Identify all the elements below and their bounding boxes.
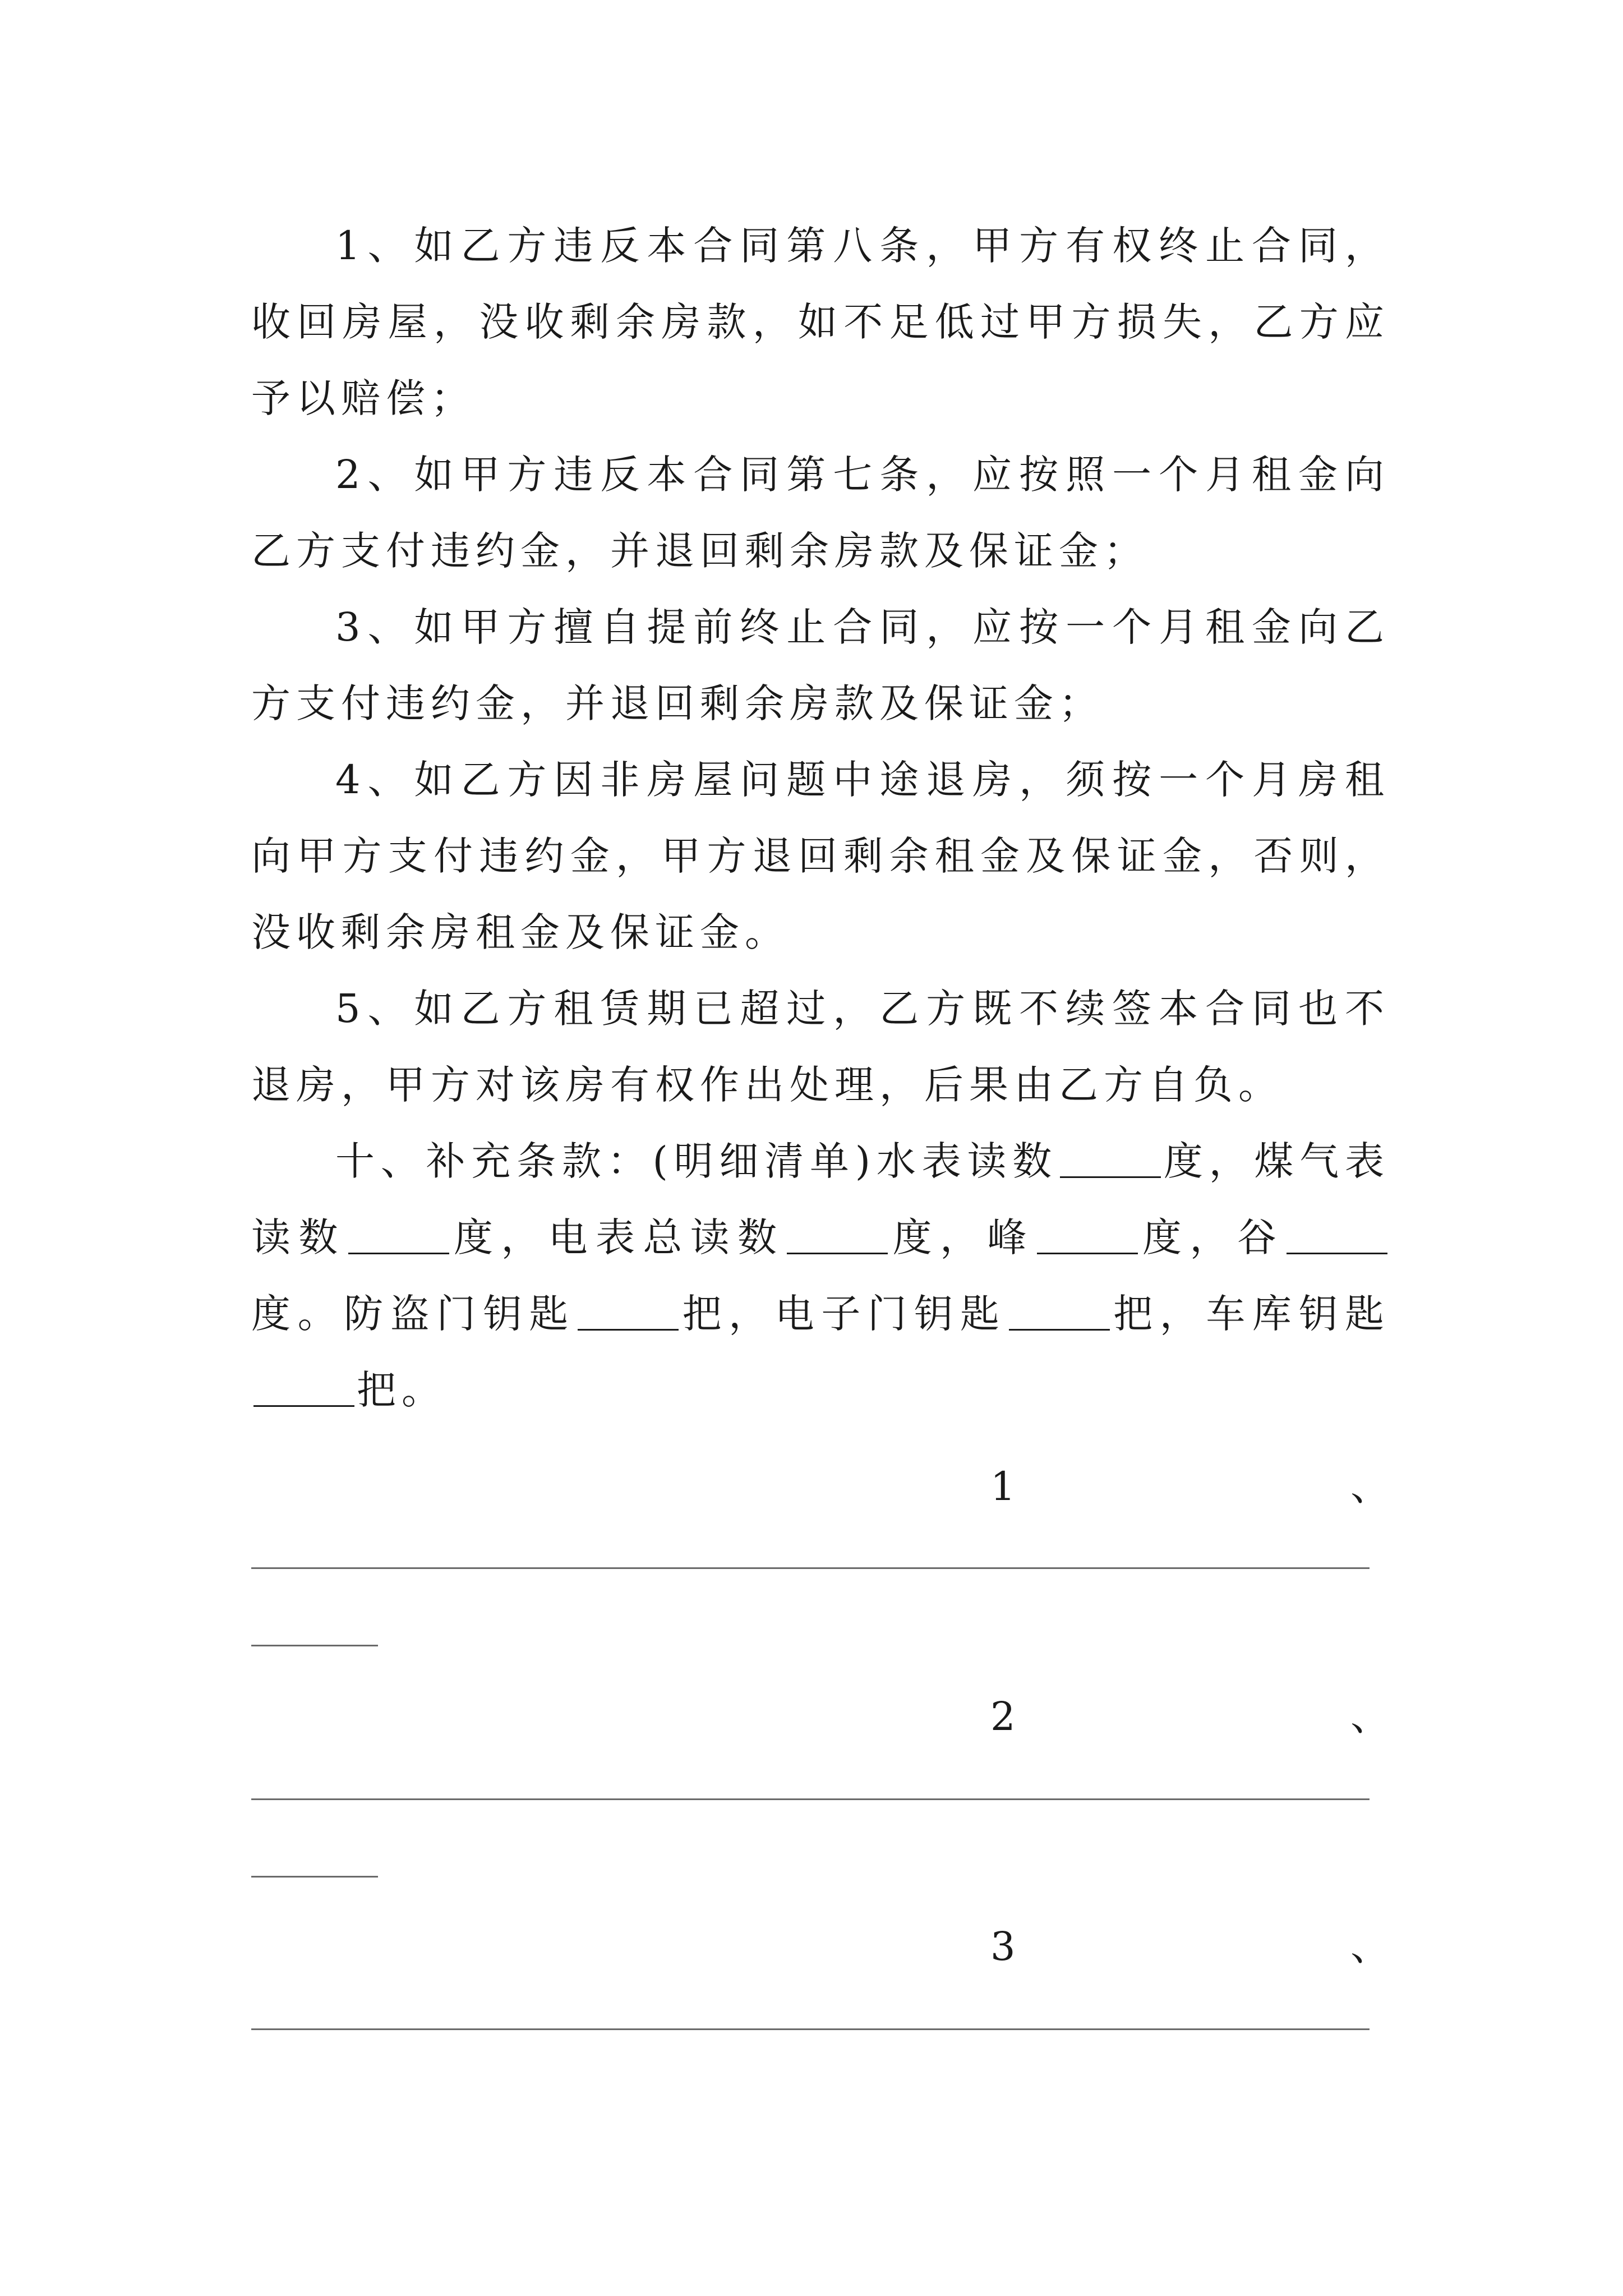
door-key-blank[interactable] — [578, 1295, 679, 1331]
electronic-key-label: ，电子门钥匙 — [728, 1291, 1007, 1337]
supplement-intro: 十、补充条款：(明细清单)水表读数 — [335, 1138, 1058, 1184]
unit-label: 度 — [251, 1291, 298, 1337]
gas-meter-blank[interactable] — [348, 1219, 449, 1254]
door-key-label: 。防盗门钥匙 — [297, 1291, 576, 1337]
clause-5: 5、如乙方租赁期已超过，乙方既不续签本合同也不退房，甲方对该房有权作出处理，后果由乙方自负。 — [251, 986, 1390, 1108]
item-number: 3 — [990, 1924, 1016, 1970]
clause-4: 4、如乙方因非房屋问题中途退房，须按一个月房租向甲方支付违约金，甲方退回剩余租金及保证金，否则，没收剩余房租金及保证金。 — [251, 757, 1390, 955]
numbered-item-1 — [251, 1448, 1390, 1525]
supplementary-clause — [251, 1123, 1390, 1428]
garage-key-blank[interactable] — [253, 1372, 354, 1407]
valley-blank[interactable] — [1287, 1219, 1387, 1254]
item-mark: 、 — [1350, 1464, 1390, 1510]
fill-line-end[interactable] — [251, 1645, 378, 1646]
valley-label: ，谷 — [1189, 1214, 1285, 1260]
unit-label: 度 — [1163, 1138, 1209, 1184]
unit-label: 度 — [451, 1214, 501, 1260]
electronic-key-blank[interactable] — [1009, 1295, 1110, 1331]
fill-line[interactable] — [251, 2028, 1370, 2030]
clause-3: 3、如甲方擅自提前终止合同，应按一个月租金向乙方支付违约金，并退回剩余房款及保证金； — [251, 604, 1390, 726]
unit-label: 把 — [1112, 1291, 1160, 1337]
unit-label: 把 — [357, 1367, 402, 1413]
fill-line[interactable] — [251, 1798, 1370, 1800]
peak-label: ，峰 — [940, 1214, 1035, 1260]
electric-meter-label: ，电表总读数 — [501, 1214, 785, 1260]
item-number: 2 — [990, 1694, 1016, 1740]
clause-2: 2、如甲方违反本合同第七条，应按照一个月租金向乙方支付违约金，并退回剩余房款及保证金； — [251, 452, 1390, 574]
garage-key-label: ，车库钥匙 — [1159, 1291, 1390, 1337]
electric-meter-blank[interactable] — [787, 1219, 888, 1254]
unit-label: 度 — [890, 1214, 940, 1260]
item-mark: 、 — [1350, 1694, 1390, 1740]
water-meter-blank[interactable] — [1060, 1143, 1161, 1178]
peak-blank[interactable] — [1037, 1219, 1138, 1254]
period: 。 — [402, 1367, 446, 1413]
item-mark: 、 — [1350, 1924, 1390, 1970]
item-number: 1 — [990, 1464, 1016, 1510]
gas-meter-label: ，煤气表读数 — [251, 1138, 1390, 1260]
numbered-item-3 — [251, 1908, 1390, 1985]
fill-line-end[interactable] — [251, 1876, 378, 1878]
unit-label: 度 — [1140, 1214, 1190, 1260]
fill-line[interactable] — [251, 1567, 1370, 1569]
unit-label: 把 — [681, 1291, 729, 1337]
numbered-item-2 — [251, 1678, 1390, 1755]
clause-1: 1、如乙方违反本合同第八条，甲方有权终止合同，收回房屋，没收剩余房款，如不足低过甲方损失，乙方应予以赔偿； — [251, 223, 1390, 421]
